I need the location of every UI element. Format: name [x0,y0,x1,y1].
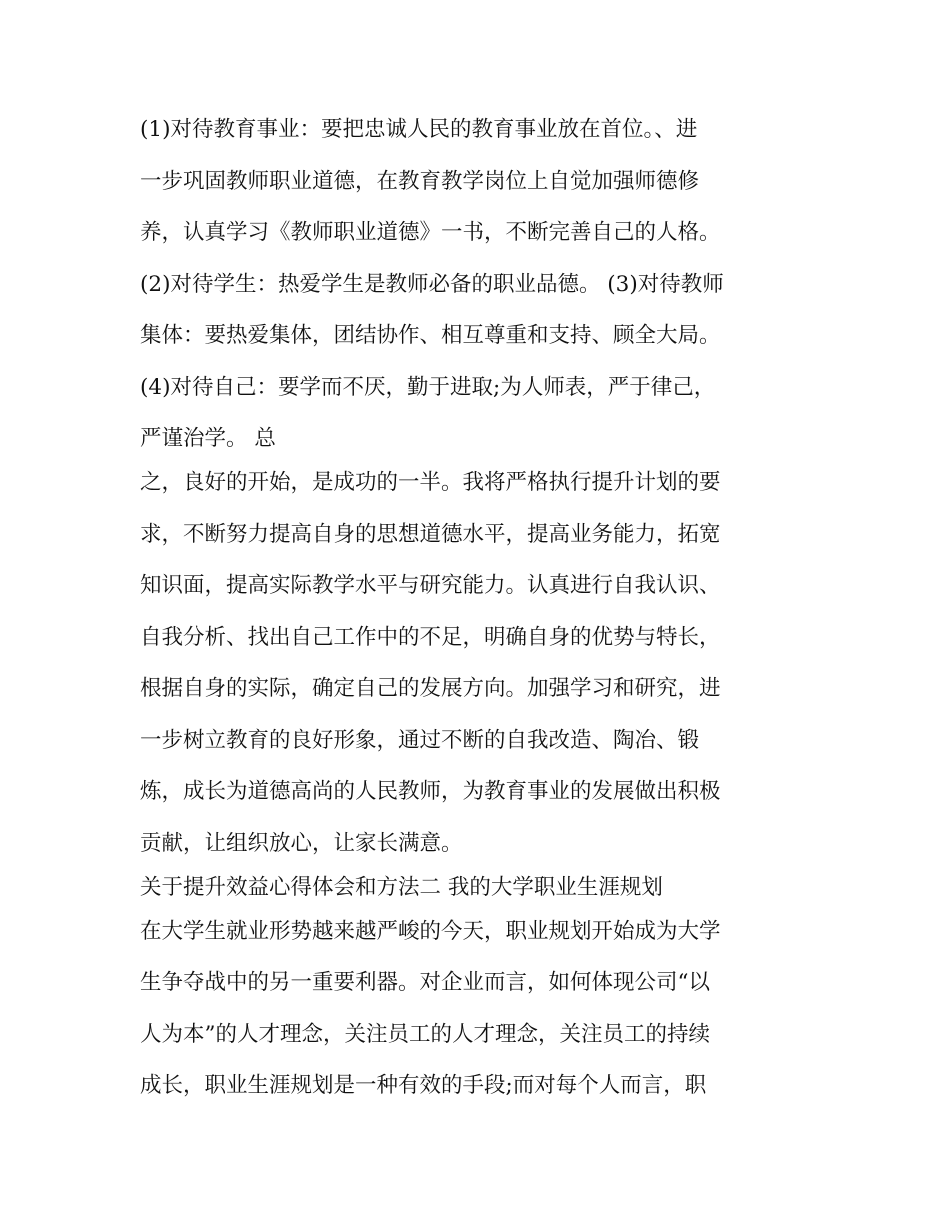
text-line: 人为本”的人才理念，关注员工的人才理念，关注员工的持续 [140,1021,710,1047]
text-line: 集体：要热爱集体，团结协作、相互尊重和支持、顾全大局。 [140,323,721,348]
text-line: 根据自身的实际，确定自己的发展方向。加强学习和研究，进 [140,676,721,701]
text-line: 炼，成长为道德高尚的人民教师，为教育事业的发展做出积极 [140,779,721,804]
text-line: 一步树立教育的良好形象，通过不断的自我改造、陶冶、锻 [140,727,700,753]
text-line: 在大学生就业形势越来越严峻的今天，职业规划开始成为大学 [140,918,721,944]
document-body [140,107,820,1115]
text-line: 自我分析、找出自己工作中的不足，明确自身的优势与特长， [140,624,721,650]
text-line: 生争夺战中的另一重要利器。对企业而言，如何体现公司“以 [140,970,710,995]
text-line: 之，良好的开始，是成功的一半。我将严格执行提升计划的要 [140,470,721,495]
text-line: 求，不断努力提高自身的思想道德水平，提高业务能力，拓宽 [140,521,721,547]
text-line: 成长，职业生涯规划是一种有效的手段;而对每个人而言，职 [140,1073,707,1098]
section-heading: 关于提升效益心得体会和方法二 我的大学职业生涯规划 [140,874,663,900]
text-line: (4)对待自己：要学而不厌，勤于进取;为人师表，严于律己， [140,374,716,400]
text-line: 养，认真学习《教师职业道德》一书，不断完善自己的人格。 [140,220,721,245]
text-line: 知识面，提高实际教学水平与研究能力。认真进行自我认识、 [140,573,721,598]
text-line: 一步巩固教师职业道德，在教育教学岗位上自觉加强师德修 [140,168,700,194]
text-line: (1)对待教育事业：要把忠诚人民的教育事业放在首位。、进 [140,117,698,142]
text-line: (2)对待学生：热爱学生是教师必备的职业品德。 (3)对待教师 [140,271,724,297]
text-line: 贡献，让组织放心，让家长满意。 [140,830,463,856]
text-line: 严谨治学。 总 [140,426,276,451]
